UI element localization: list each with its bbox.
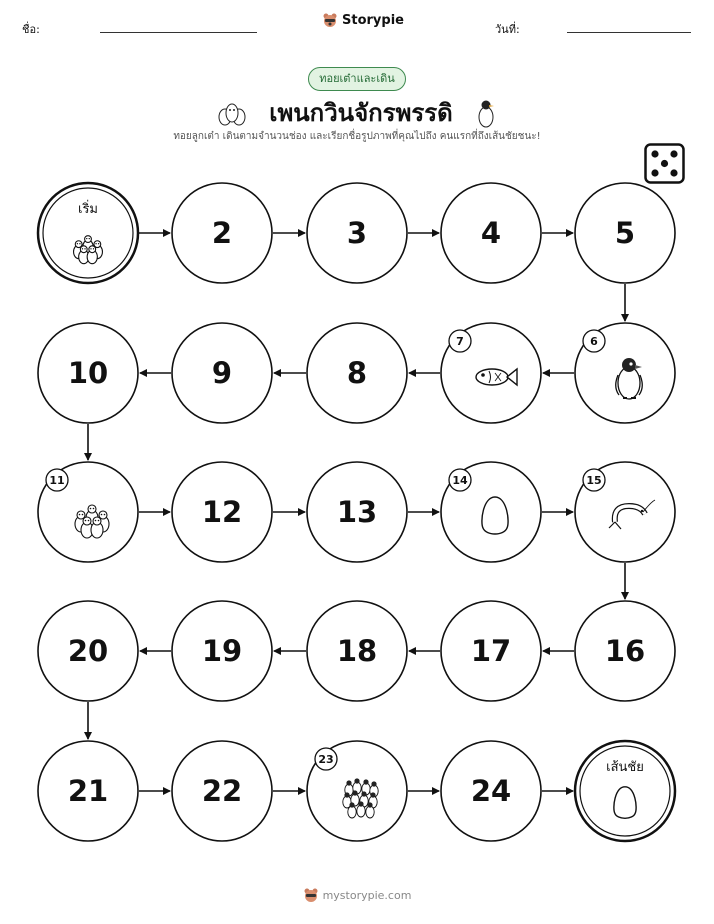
space-number: 19 — [201, 634, 243, 668]
space-number-badge: 23 — [318, 753, 334, 766]
footer-site: mystorypie.com — [322, 888, 412, 902]
board-space-17 — [441, 601, 541, 701]
egg-icon — [614, 787, 636, 818]
brand-name: Storypie — [342, 12, 404, 28]
board-space-19 — [172, 601, 272, 701]
space-number-badge: 6 — [590, 335, 598, 348]
space-number-badge: 11 — [49, 474, 65, 487]
board-space-5 — [575, 183, 675, 283]
space-number-badge: 14 — [452, 474, 468, 487]
space-number: 24 — [470, 774, 512, 808]
board-space-20 — [38, 601, 138, 701]
start-label: เริ่ม — [78, 202, 98, 217]
start-space — [38, 183, 138, 283]
board-space-24 — [441, 741, 541, 841]
space-number: 5 — [614, 216, 636, 250]
board-space-6 — [575, 323, 675, 423]
board-space-18 — [307, 601, 407, 701]
board-space-7 — [441, 323, 541, 423]
board-space-12 — [172, 462, 272, 562]
space-number: 10 — [67, 356, 109, 390]
board-space-13 — [307, 462, 407, 562]
board-space-16 — [575, 601, 675, 701]
board-space-22 — [172, 741, 272, 841]
space-number: 20 — [67, 634, 109, 668]
board-space-9 — [172, 323, 272, 423]
title-text: เพนกวินจักรพรรดิ — [269, 99, 453, 127]
board-space-2 — [172, 183, 272, 283]
board-space-14 — [441, 462, 541, 562]
board-space-4 — [441, 183, 541, 283]
space-number: 4 — [480, 216, 502, 250]
penguin-colony-icon — [343, 778, 378, 818]
space-number: 22 — [201, 774, 243, 808]
space-number: 17 — [470, 634, 512, 668]
instructions: ทอยลูกเต๋า เดินตามจำนวนช่อง และเรียกชื่อรูปภาพที่คุณไปถึง คนแรกที่ถึงเส้นชัยชนะ! — [173, 131, 541, 142]
name-label: ชื่อ: — [22, 23, 40, 36]
space-number: 3 — [346, 216, 368, 250]
space-number: 18 — [336, 634, 378, 668]
board-space-10 — [38, 323, 138, 423]
space-number: 13 — [336, 495, 378, 529]
space-number: 21 — [67, 774, 109, 808]
board-space-23 — [307, 741, 407, 841]
board-space-11 — [38, 462, 138, 562]
space-number: 2 — [211, 216, 233, 250]
space-number: 9 — [211, 356, 233, 390]
board-space-8 — [307, 323, 407, 423]
bear-logo-icon — [303, 887, 319, 903]
space-number: 8 — [346, 356, 368, 390]
game-type-badge: ทอยเต๋าและเดิน — [308, 67, 406, 91]
board-space-21 — [38, 741, 138, 841]
date-label: วันที่: — [495, 23, 520, 36]
space-number-badge: 7 — [456, 335, 464, 348]
board-space-3 — [307, 183, 407, 283]
finish-space — [575, 741, 675, 841]
footer — [0, 887, 714, 903]
egg-icon — [482, 497, 508, 534]
finish-label: เส้นชัย — [606, 760, 644, 775]
space-number: 16 — [604, 634, 646, 668]
space-number: 12 — [201, 495, 243, 529]
board-space-15 — [575, 462, 675, 562]
space-number-badge: 15 — [586, 474, 602, 487]
